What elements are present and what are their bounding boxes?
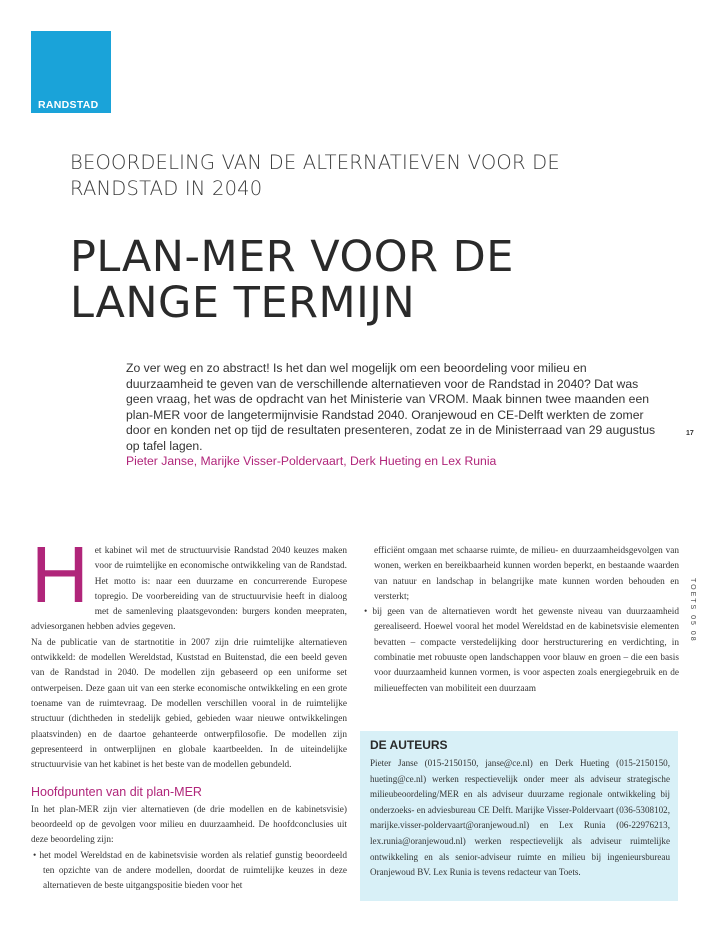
intro-text: Zo ver weg en zo abstract! Is het dan wel mogelijk om een beoordeling voor milieu en duurzaamheid te geven van de verschillende alternatieven voor de Randstad in 2040? Dat was geen vraag, het was de opdracht van het Ministerie van VROM. Maak binnen twee maanden een plan-MER voor de langetermijnvisie Randstad 2040. Oranjewoud en CE-Delft werkten de zomer door en konden net op tijd de resultaten presenteren, zodat ze in de Ministerraad van 29 augustus op tafel lagen. (126, 361, 656, 453)
article-title: PLAN-MER VOOR DE LANGE TERMIJN (70, 232, 514, 328)
paragraph-2: Na de publicatie van de startnotitie in 2007 zijn drie ruimtelijke alternatieven ontwikkeld: de modellen Wereldstad, Kuststad en Buitenstad, die een beeld geven van de Randstad in 2040. De modellen zijn gebaseerd op een uniforme set ontwerpeisen. Deze gaan uit van een sterke economische ontwikkeling en een grote toename van de ruimtevraag. De modellen verschillen vooral in de ruimtelijke structuur (dichtheden in stedelijk gebied, gebieden waar nieuwe ontwikkelingen plaatsvinden) en de daartoe gehanteerde ontwerpfilosofie. De modellen zijn gepresenteerd in ontwerplijnen en globale kaartbeelden. In de uiteindelijke structuurvisie van het kabinet is het beste van de modellen gebundeld. (31, 637, 347, 771)
bullet-item-2: • bij geen van de alternatieven wordt het gewenste niveau van duurzaamheid gerealiseerd. Hoewel vooral het model Wereldstad en de kabinetsvisie elementen bevatten – compacte verstedelijking door herstructurering en verdichting, in combinatie met robuuste open landschappen voor blauw en groen – die een basis voor duurzaamheid kunnen vormen, is voor aspecten zoals energiegebruik en de milieueffecten van mobiliteit een duurzaam (364, 607, 679, 694)
article-subtitle: BEOORDELING VAN DE ALTERNATIEVEN VOOR DE RANDSTAD IN 2040 (70, 151, 560, 200)
publication-side-label: TOETS 05 08 (689, 578, 696, 643)
page-number: 17 (686, 430, 694, 437)
authors-line: Pieter Janse, Marijke Visser-Poldervaart, Derk Hueting en Lex Runia (126, 454, 497, 468)
bullet-item-1: • het model Wereldstad en de kabinetsvisie worden als relatief gunstig beoordeeld ten opzichte van de andere modellen, doordat de ruimtelijke keuzes in deze alternatieven de beste uitgangspositie bieden voor het (33, 850, 347, 892)
authors-box-text: Pieter Janse (015-2150150, janse@ce.nl) en Derk Hueting (015-2150150, hueting@ce.nl) werken respectievelijk onder meer als adviseur strategische milieubeoordeling/MER en als adviseur duurzame regionale ontwikkeling bij onderzoeks- en adviesbureau CE Delft. Marijke Visser-Poldervaart (036-5308102, marijke.visser-poldervaart@oranjewoud.nl) en Lex Runia (06-22976213, lex.runia@oranjewoud.nl) werken respectievelijk als adviseur ruimtelijke ontwikkeling en als senior-adviseur ruimte en milieu bij ingenieursbureau Oranjewoud BV. Lex Runia is tevens redacteur van Toets. (370, 758, 670, 878)
paragraph-1: et kabinet wil met de structuurvisie Randstad 2040 keuzes maken voor de ruimtelijke en economische ontwikkeling van de Randstad. Het motto is: naar een duurzame en concurrerende Europese topregio. De voorbereiding van de structuurvisie heeft in dialoog met de samenleving plaatsgevonden: burgers konden meepraten, adviesorganen hebben advies gegeven. (31, 546, 347, 633)
section-tag: RANDSTAD (38, 99, 99, 111)
right-column (362, 544, 679, 697)
left-column (31, 530, 347, 895)
section-heading: Hoofdpunten van dit plan-MER (31, 785, 202, 800)
dropcap: H (31, 530, 89, 619)
intro-block (126, 361, 656, 470)
paragraph-continued: efficiënt omgaan met schaarse ruimte, de milieu- en duurzaamheidsgevolgen van wonen, werken en bereikbaarheid kunnen worden beperkt, en bestaande waarden van natuur en landschap in belangrijke mate kunnen worden behouden en versterkt; (374, 546, 679, 602)
authors-box-heading: DE AUTEURS (370, 738, 448, 752)
paragraph-3: In het plan-MER zijn vier alternatieven (de drie modellen en de kabinetsvisie) beoordeeld op de gevolgen voor milieu en duurzaamheid. De hoofdconclusies uit deze beoordeling zijn: (31, 804, 347, 846)
